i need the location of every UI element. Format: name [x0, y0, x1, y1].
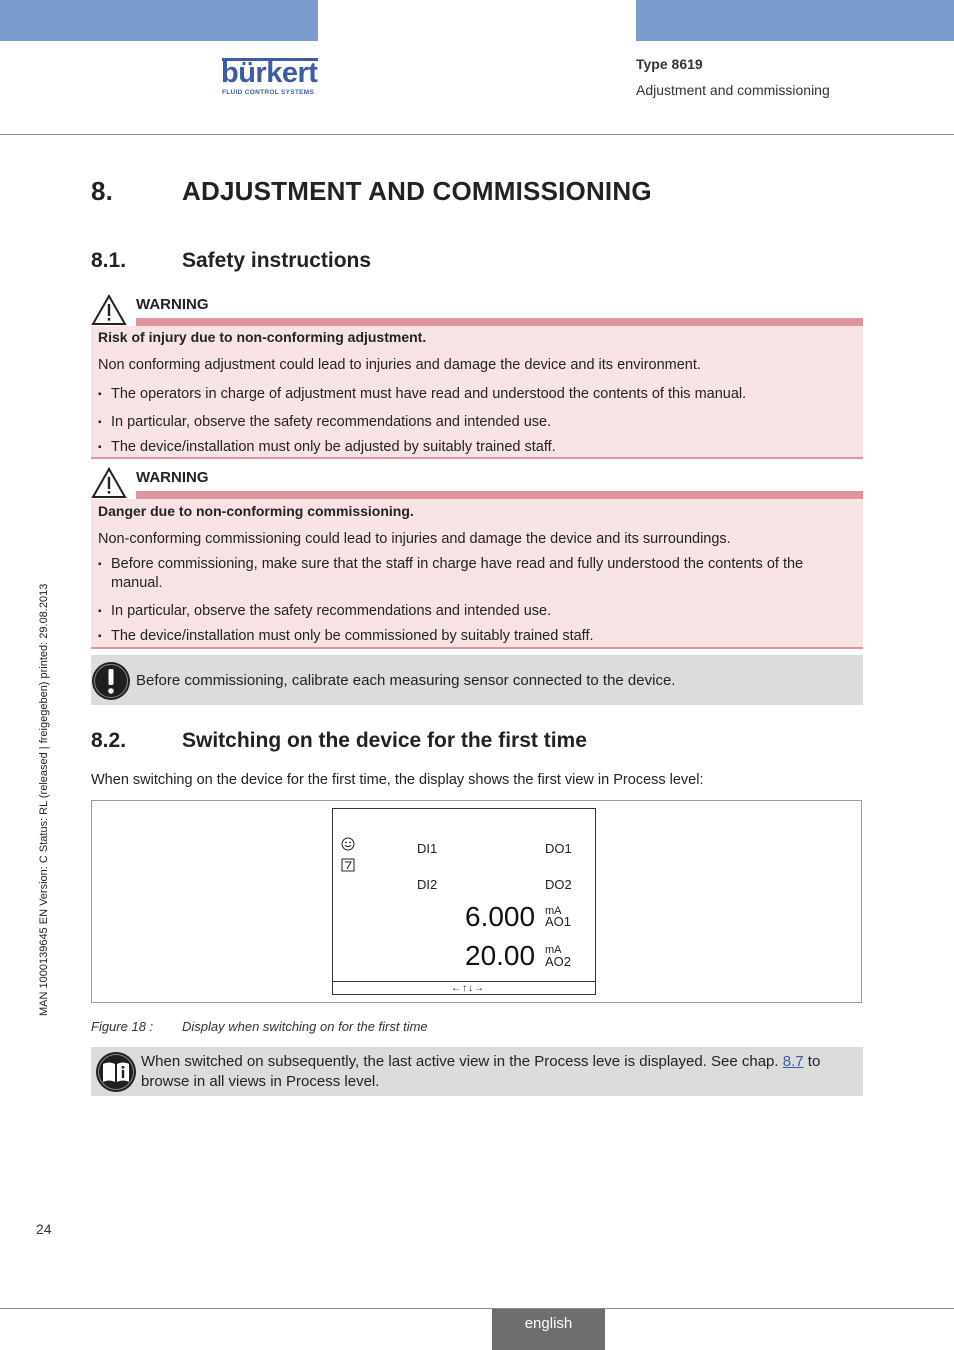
warning1-label: WARNING [136, 296, 209, 313]
note2-text [141, 1052, 851, 1092]
info-book-icon [95, 1051, 137, 1093]
display-divider [333, 981, 595, 982]
chapter-link[interactable]: 8.7 [782, 1053, 804, 1070]
logo: bürkert [221, 57, 318, 89]
warning-triangle-icon [91, 467, 127, 499]
display-nav-arrows: ←↑↓→ [451, 983, 485, 994]
note2-text-after: to browse in all views in Process level. [141, 1053, 821, 1090]
intro-text: When switching on the device for the first time, the display shows the first view in Process level: [91, 772, 704, 788]
header-divider [0, 134, 954, 135]
note-box-info [91, 1047, 863, 1096]
warning1-text: Non conforming adjustment could lead to injuries and damage the device and its environment. [98, 357, 701, 373]
warning1-bullet: ▪ The device/installation must only be adjusted by suitably trained staff. [98, 438, 858, 457]
chapter-number: 8. [91, 176, 114, 206]
exclamation-icon [91, 661, 131, 701]
figure-label: Figure 18 : [91, 1019, 154, 1034]
header-subtitle: Adjustment and commissioning [636, 82, 830, 98]
figure-caption: Display when switching on for the first time [182, 1019, 428, 1034]
side-document-info: MAN 1000139645 EN Version: C Status: RL (released | freigegeben) printed: 29.08.2013 [38, 583, 50, 1016]
note1-text: Before commissioning, calibrate each measuring sensor connected to the device. [136, 672, 676, 689]
footer-divider [0, 1308, 954, 1309]
section1-title: Safety instructions [182, 249, 372, 272]
chapter-title: ADJUSTMENT AND COMMISSIONING [182, 176, 652, 206]
warning-triangle-icon [91, 294, 127, 326]
note-box-calibrate [91, 655, 863, 705]
warning1-heading: Risk of injury due to non-conforming adjustment. [98, 329, 427, 345]
header-band-left [0, 0, 318, 41]
warning2-label: WARNING [136, 469, 209, 486]
warning1-bottom-line [91, 457, 863, 459]
warning2-bullet: ▪ The device/installation must only be commissioned by suitably trained staff. [98, 627, 858, 646]
display-di2: DI2 [417, 877, 438, 892]
warning2-box [91, 499, 863, 649]
warning2-bullet: ▪ Before commissioning, make sure that the staff in charge have read and fully understood the contents of the manual. [98, 555, 858, 593]
display-label-ao2: AO2 [545, 954, 572, 969]
warning1-header [91, 294, 863, 330]
warning2-text: Non-conforming commissioning could lead to injuries and damage the device and its surroundings. [98, 531, 731, 547]
warning2-heading: Danger due to non-conforming commissioning. [98, 503, 414, 519]
warning2-bottom-line [91, 647, 863, 649]
note2-text-before: When switched on subsequently, the last active view in the Process leve is displayed. See chap. [141, 1053, 779, 1070]
status-box-icon [341, 858, 355, 872]
display-do1: DO1 [545, 841, 572, 856]
header-type: Type 8619 [636, 56, 703, 72]
display-label-ao1: AO1 [545, 914, 572, 929]
display-value-ao2: 20.00 [465, 940, 536, 971]
display-di1: DI1 [417, 841, 438, 856]
section2-title: Switching on the device for the first time [182, 729, 587, 752]
language-tab: english [492, 1309, 605, 1350]
device-display [332, 808, 596, 995]
display-unit-ao1: mA [545, 905, 562, 917]
smiley-icon [341, 837, 355, 851]
warning2-header [91, 467, 863, 503]
header-band-right [636, 0, 954, 41]
warning2-bullet: ▪ In particular, observe the safety recommendations and intended use. [98, 602, 858, 621]
display-unit-ao2: mA [545, 944, 562, 956]
warning1-bullet: ▪ The operators in charge of adjustment must have read and understood the contents of this manual. [98, 385, 858, 404]
section2-number: 8.2. [91, 729, 127, 752]
warning1-box [91, 326, 863, 458]
display-value-ao1: 6.000 [465, 901, 536, 932]
warning1-bullet: ▪ In particular, observe the safety recommendations and intended use. [98, 413, 858, 432]
logo-subtitle: FLUID CONTROL SYSTEMS [222, 89, 315, 96]
display-do2: DO2 [545, 877, 572, 892]
page-number: 24 [36, 1221, 52, 1237]
section1-number: 8.1. [91, 249, 127, 272]
